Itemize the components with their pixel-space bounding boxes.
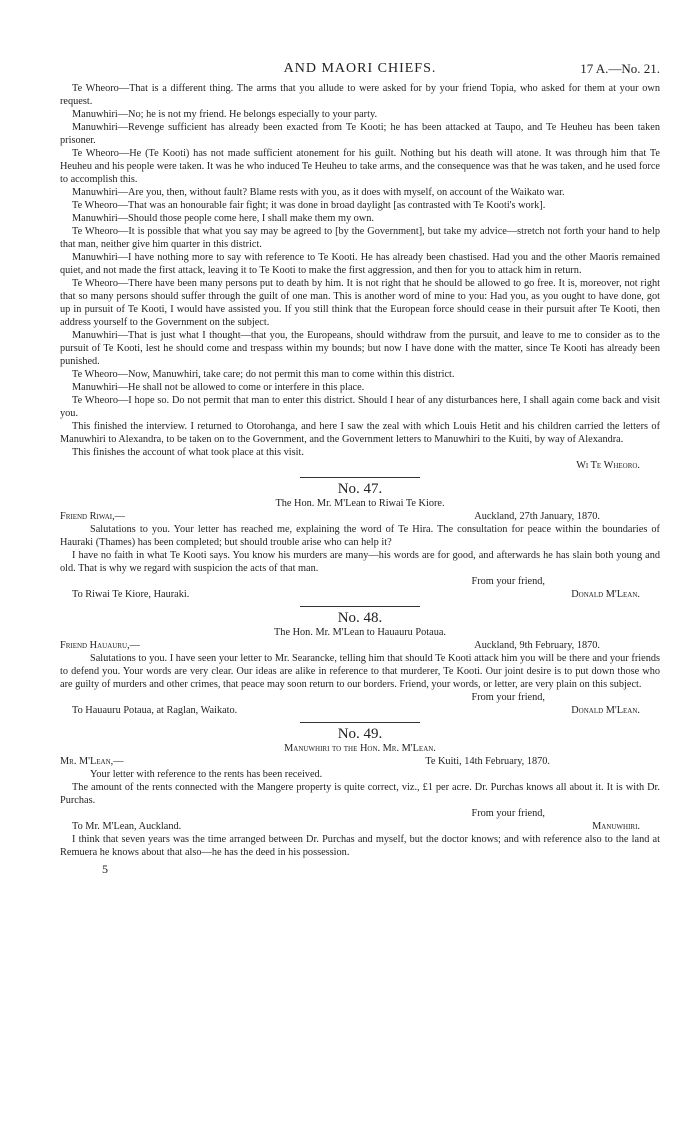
paragraph: Manuwhiri—He shall not be allowed to come or interfere in this place. (72, 382, 365, 393)
paragraph: Te Wheoro—I hope so. Do not permit that man to enter this district. Should I hear of any disturbances here, I shall again come back and visit you. (60, 395, 660, 419)
letter-heading: The Hon. Mr. M'Lean to Hauauru Potaua. (274, 627, 446, 638)
document-page (60, 60, 660, 876)
salutation: Friend Hauauru,— (60, 640, 140, 651)
paragraph: Te Wheoro—There have been many persons put to death by him. It is not right that he should be allowed to go free. It is, moreover, not right that so many persons should suffer through the guilt of one man. This is another word of mine to you: Had you, as you ought to have done, got up in pursuit of Te Kooti, I would have assisted you. If you still think that the European force should cease in their pursuit after Te Kooti, then address yourself to the Government on the subject. (60, 278, 660, 328)
addressee: To Riwai Te Kiore, Hauraki. (72, 589, 190, 600)
paragraph: The amount of the rents connected with the Mangere property is quite correct, viz., £1 per acre. Dr. Purchas knows all about it. It is with Dr. Purchas. (60, 782, 660, 806)
page-number: 17 A.—No. 21. (580, 61, 660, 76)
paragraph: This finishes the account of what took place at this visit. (72, 447, 304, 458)
paragraph: Te Wheoro—He (Te Kooti) has not made sufficient atonement for his guilt. Nothing but his death will atone. It was through him that Te Heuheu and his people were taken. It was he who induced Te Heuheu to take arms, and the consequence was that he was taken, and he used force to accomplish this. (60, 148, 660, 185)
closing: From your friend, (471, 808, 545, 819)
place-date: Auckland, 27th January, 1870. (474, 511, 600, 522)
addressee: To Mr. M'Lean, Auckland. (72, 821, 182, 832)
salutation: Friend Riwai,— (60, 511, 125, 522)
signature: Manuwhiri. (592, 821, 640, 832)
paragraph: Te Wheoro—That is a different thing. The arms that you allude to were asked for by your friend Topia, who asked for them at your own request. (60, 83, 660, 107)
letter-number: No. 47. (337, 481, 383, 497)
paragraph: Manuwhiri—No; he is not my friend. He belongs especially to your party. (72, 109, 378, 120)
paragraph: Te Wheoro—Now, Manuwhiri, take care; do not permit this man to come within this district. (72, 369, 455, 380)
paragraph: Salutations to you. I have seen your letter to Mr. Searancke, telling him that should Te Kooti attack him you will be there and your friends to defend you. Your words are very clear. Our ideas are alike in reference to that murderer, Te Kooti. Our joint desire is to put down those who are guilty of murders and other crimes, that peace may soon return to our borders. Friend, your words, or letter, are very plain on this subject. (60, 653, 660, 690)
salutation: Mr. M'Lean,— (60, 756, 124, 767)
letter-49 (60, 728, 660, 859)
signature: Wi Te Wheoro. (576, 460, 640, 471)
paragraph: Te Wheoro—That was an honourable fair fight; it was done in broad daylight [as contrasted with Te Kooti's work]. (72, 200, 546, 211)
paragraph: I have no faith in what Te Kooti says. You know his murders are many—his words are for good, and afterwards he has slain both young and old. That is why we regard with suspicion the acts of that man. (60, 550, 660, 574)
paragraph: Salutations to you. Your letter has reached me, explaining the word of Te Hira. The consultation for peace within the boundaries of Hauraki (Thames) has been completed; but should trouble arise who can help it? (60, 524, 660, 548)
paragraph: Manuwhiri—Are you, then, without fault? Blame rests with you, as it does with myself, on account of the Waikato war. (72, 187, 565, 198)
running-title: AND MAORI CHIEFS. (283, 61, 437, 76)
letter-47 (60, 483, 660, 601)
postscript: I think that seven years was the time arranged between Dr. Purchas and myself, but the doctor knows; and with reference also to the land at Remuera he knows about that also—he has the deed in his possession. (60, 834, 660, 858)
page-header (60, 60, 660, 82)
letter-salutation-row (60, 639, 660, 652)
interview-section (60, 82, 660, 472)
addressee: To Hauauru Potaua, at Raglan, Waikato. (72, 705, 238, 716)
letter-salutation-row (60, 755, 660, 768)
paragraph: This finished the interview. I returned to Otorohanga, and here I saw the zeal with which Louis Hetit and his children carried the letters of Manuwhiri to Alexandra, to be taken on to the Government, and the Government letters to Manuwhiri to the Kuiti, by way of Alexandra. (60, 421, 660, 445)
section-divider (300, 722, 420, 723)
letter-heading: The Hon. Mr. M'Lean to Riwai Te Kiore. (275, 498, 445, 509)
section-divider (300, 477, 420, 478)
paragraph: Te Wheoro—It is possible that what you say may be agreed to [by the Government], but take my advice—stretch not forth your hand to help that man, neither give him quarter in this district. (60, 226, 660, 250)
letter-heading: Manuwhiri to the Hon. Mr. M'Lean. (284, 743, 436, 754)
paragraph: Your letter with reference to the rents has been received. (90, 769, 323, 780)
closing: From your friend, (471, 576, 545, 587)
paragraph: Manuwhiri—That is just what I thought—that you, the Europeans, should withdraw from the pursuit, and leave to me to consider as to the pursuit of Te Kooti, lest he should come and trespass within my bounds; but now I have done with the matter, since Te Kooti has already been punished. (60, 330, 660, 367)
paragraph: Manuwhiri—I have nothing more to say with reference to Te Kooti. He has already been chastised. Had you and the other Maoris remained quiet, and not made the first attack, leaving it to Te Kooti to make the first aggression, and then for you to attack him in return. (60, 252, 660, 276)
section-divider (300, 606, 420, 607)
signature: Donald M'Lean. (571, 589, 640, 600)
letter-footer-row (60, 820, 660, 833)
letter-footer-row (60, 704, 660, 717)
letter-number: No. 48. (337, 610, 383, 626)
place-date: Te Kuiti, 14th February, 1870. (425, 756, 550, 767)
letter-48 (60, 612, 660, 717)
paragraph: Manuwhiri—Revenge sufficient has already been exacted from Te Kooti; he has been attacked at Taupo, and Te Heuheu has been taken prisoner. (60, 122, 660, 146)
letter-number: No. 49. (337, 726, 383, 742)
signature: Donald M'Lean. (571, 705, 640, 716)
closing: From your friend, (471, 692, 545, 703)
paragraph: Manuwhiri—Should those people come here, I shall make them my own. (72, 213, 374, 224)
letter-salutation-row (60, 510, 660, 523)
signature-mark: 5 (102, 862, 108, 876)
place-date: Auckland, 9th February, 1870. (474, 640, 600, 651)
letter-footer-row (60, 588, 660, 601)
